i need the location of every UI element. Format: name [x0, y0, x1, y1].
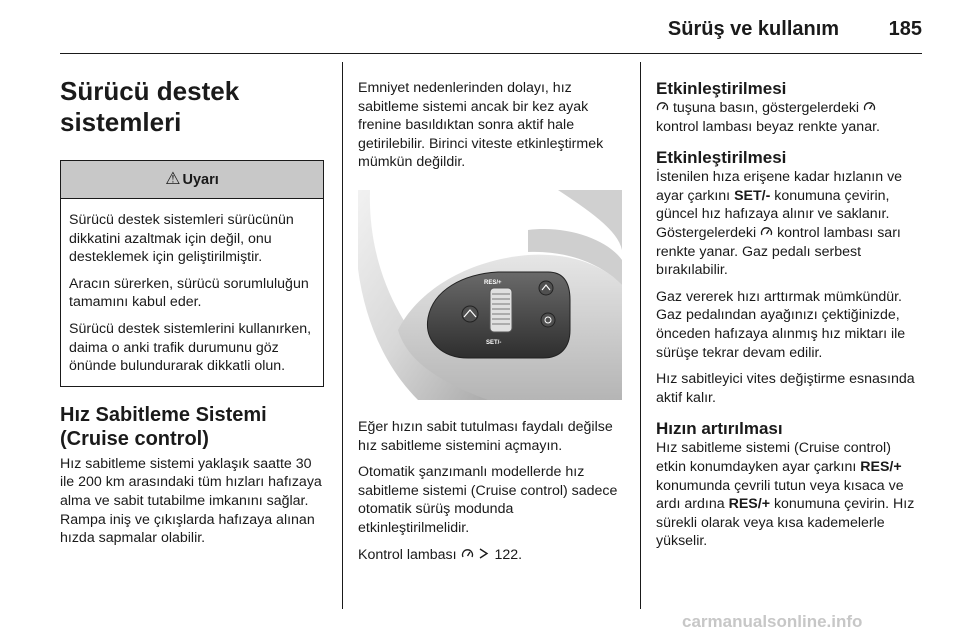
page-number: 185: [888, 18, 922, 40]
usage-paragraph: Eğer hızın sabit tutulması faydalı değilse hız sabitleme sistemini açmayın.: [358, 418, 613, 454]
column-2: [358, 79, 622, 564]
section-title-line1: Sürücü destek: [60, 76, 240, 106]
safety-paragraph: Emniyet nedenlerinden dolayı, hız sabitleme sistemi ancak bir kez ayak frenine basıldıktan sonra aktif hale getirilebilir. Birinci viteste etkinleştirmek mümkün değildir.: [358, 80, 604, 171]
warning-header: [61, 161, 323, 199]
activate-paragraph: tuşuna basın, göstergelerdeki kontrol lambası beyaz renkte yanar.: [656, 100, 880, 135]
warning-paragraph-2: Aracın sürerken, sürücü sorumluluğun tamamını kabul eder.: [69, 275, 309, 311]
header-title: Sürüş ve kullanım: [667, 18, 840, 40]
engage-paragraph-1: İstenilen hıza erişene kadar hızlanın ve ayar çarkını SET/- konumuna çevirin, güncel hız hafızaya alınır ve saklanır. Göstergelerdeki kontrol lambası sarı renkte yanar. Gaz pedalı serbest bırakılabilir.: [656, 169, 903, 279]
column-3: [656, 79, 922, 551]
cruise-title-line1: Hız Sabitleme Sistemi: [60, 403, 267, 426]
heading-activate: Etkinleştirilmesi: [656, 79, 787, 98]
cancel-button-icon: [539, 281, 553, 295]
page-reference-icon: [477, 547, 490, 560]
column-divider-2: [640, 62, 641, 609]
cruise-on-off-button-icon: [462, 306, 478, 322]
figure-label-set: SET/-: [486, 339, 502, 346]
watermark: carmanualsonline.info: [682, 612, 863, 631]
heading-engage: Etkinleştirilmesi: [656, 148, 787, 168]
limiter-button-icon: [541, 313, 555, 327]
cruise-control-lamp-icon: [760, 225, 773, 238]
cruise-control-intro: Hız sabitleme sistemi yaklaşık saatte 30 ile 200 km arasındaki tüm hızları hafızaya alma ve sabit tutabilme imkanını sağlar. Rampa iniş ve çıkışlarda hafızaya alınan hızda sapmalar olabilir.: [60, 455, 322, 547]
cruise-title-line2: (Cruise control): [60, 427, 209, 450]
cruise-control-lamp-icon: [461, 547, 474, 560]
cruise-control-title: [60, 403, 326, 451]
warning-paragraph-3: Sürücü destek sistemlerini kullanırken, daima o anki trafik durumunu göz önünde bulundurarak dikkatli olun.: [69, 320, 312, 375]
figure-label-res: RES/+: [484, 279, 502, 286]
warning-triangle-icon: ⚠: [165, 169, 181, 188]
cruise-button-icon: [656, 100, 669, 113]
warning-paragraph-1: Sürücü destek sistemleri sürücünün dikkatini azaltmak için değil, onu desteklemek için geliştirilmiştir.: [69, 212, 294, 266]
section-title-line2: sistemleri: [60, 107, 182, 137]
column-1: [60, 62, 326, 548]
column-divider-1: [342, 62, 343, 609]
warning-label: Uyarı: [182, 172, 219, 188]
page-header: [668, 18, 922, 41]
automatic-paragraph: Otomatik şanzımanlı modellerde hız sabitleme sistemi (Cruise control) sadece otomatik sürüş modunda etkinleştirilmelidir.: [358, 464, 618, 536]
control-lamp-reference: Kontrol lambası 122.: [358, 546, 523, 563]
cruise-control-lamp-icon: [863, 100, 876, 113]
engage-paragraph-2: Gaz vererek hızı arttırmak mümkündür. Gaz pedalından ayağınızı çektiğinizde, önceden hafızaya alınmış hız miktarı ile sürüşe tekrar devam edilir.: [656, 288, 906, 361]
engage-paragraph-3: Hız sabitleyici vites değiştirme esnasında aktif kalır.: [656, 371, 915, 406]
steering-wheel-figure: [358, 190, 622, 400]
heading-increase: Hızın artırılması: [656, 419, 783, 439]
header-rule: [60, 53, 922, 54]
increase-paragraph: Hız sabitleme sistemi (Cruise control) etkin konumdayken ayar çarkını RES/+ konumunda çevrili tutun veya kısaca ve ardı ardına RES/+ konumuna çevirin. Hız sürekli olarak veya kısa kademelerle yükselir.: [656, 440, 915, 550]
warning-body: [61, 199, 323, 386]
section-title: [60, 76, 326, 138]
cruise-thumb-wheel: [490, 288, 512, 332]
warning-box: [60, 160, 324, 387]
